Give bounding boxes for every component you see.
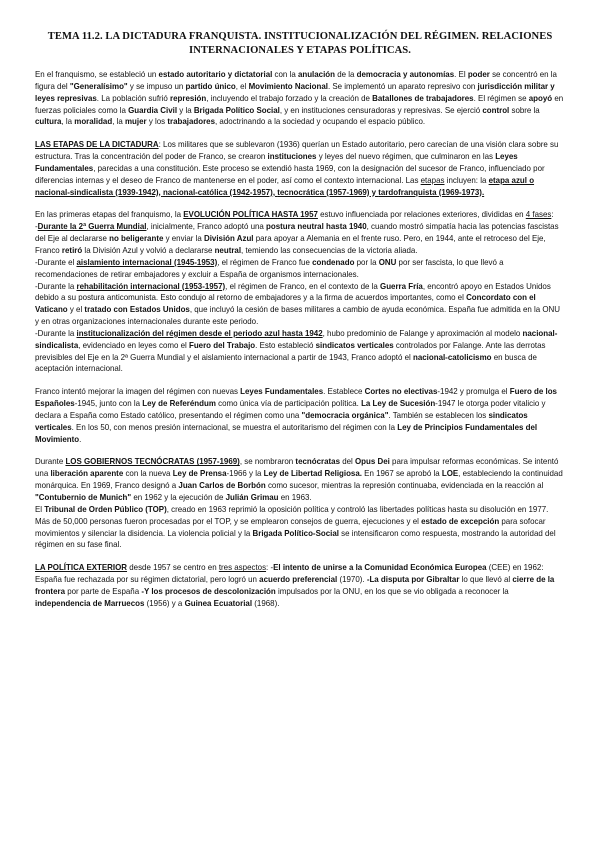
underlined-text: LA POLÍTICA EXTERIOR [35,563,128,573]
text-run: , incluyendo el trabajo forzado y la creación de [206,93,373,103]
text-run: y el [67,305,85,315]
text-run: : Los militares que se sublevaron (1936) querían un Estado autoritario, pero carecían de una visión clara sobre su estructura. Tras la concentración del poder de Franco, se crearon [35,140,559,162]
bold-text: Ley de Principios Fundamentales del Movimiento [35,422,538,444]
text-run: y leyes del nuevo régimen, que culminaron en las [316,152,496,162]
bold-text: anulación [297,70,335,79]
bold-text: estado de excepción [421,516,500,526]
bold-text: Guardia Civil [128,105,178,115]
bold-text: sindicatos verticales [35,410,528,432]
text-run: se concentró en la figura del [35,70,557,91]
page-title: TEMA 11.2. LA DICTADURA FRANQUISTA. INSTITUCIONALIZACIÓN DEL RÉGIMEN. RELACIONES INTERNACIONALES Y ETAPAS POLÍTICAS. [47,31,553,56]
text-run: , creado en 1963 reprimió la oposición política y controló las libertades políticas hasta su disolución en 1977. Más de 50,000 personas fueron procesadas por el TOP, y se emplearon consejos de guerra, ejecuciones y el [35,504,549,526]
text-run: -1942 y promulga el [437,387,510,397]
bold-text: Julián Grimau [225,493,279,502]
bold-text: Fuero del Trabajo [188,340,256,350]
text-run: (CEE) en 1962: España fue rechazada por su régimen dictatorial, pero logró un [35,563,544,585]
text-run: para sofocar movimientos y silenciar la disidencia. La violencia policial y la [35,516,546,538]
text-run: , encontró apoyo en Estados Unidos debido a su postura anticomunista. Esto condujo al retorno de embajadores y a la firma de acuerdos importantes, como el [35,281,551,303]
text-run: . Se implementó un aparato represivo con [327,81,478,91]
bold-text: democracia y autonomías [356,70,455,79]
document-page [35,30,565,621]
text-run: la División Azul y volvió a declararse [82,245,215,255]
bold-text: nacional-catolicismo [412,352,492,362]
text-run: , temiendo las consecuencias de la victoria aliada. [241,245,418,255]
section-intro [35,69,565,128]
bold-text: Leyes Fundamentales [35,152,518,173]
bold-text: "democracia orgánica" [301,410,389,420]
paragraph [35,139,565,198]
bold-text: Tribunal de Orden Público (TOP) [44,504,167,514]
underlined-text: aislamiento internacional (1945-1953) [76,257,218,267]
paragraph [35,504,565,551]
text-run: como única vía de participación política. [215,399,362,409]
text-run: - [35,222,38,232]
text-run: para impulsar reformas económicas. Se intentó una [35,457,559,479]
bold-text: sindicatos verticales [315,340,394,350]
text-run: del [339,457,355,467]
underlined-text: institucionalización del régimen desde el periodo azul hasta 1942 [76,328,323,338]
underlined-text: Durante la 2ª Guerra Mundial [37,222,147,232]
bold-text: trabajadores [167,117,216,127]
text-run: estuvo influenciada por relaciones exteriores, divididas en [317,210,526,220]
paragraph [35,386,565,445]
paragraph [35,456,565,503]
bold-text: Fuero de los Españoles [35,387,557,409]
section-evolucion [35,209,565,375]
underlined-text: etapas [420,175,445,185]
text-run: en 1963. [278,493,312,502]
bold-text: La Ley de Sucesión [361,399,436,409]
text-run: controlados por Falange. Ante las derrotas previsibles del Eje en la 2ª Guerra Mundial y el aislamiento internacional a partir de 1943, Franco adoptó el [35,340,546,362]
text-run: de la [335,70,357,79]
bold-text: postura neutral hasta 1940 [266,222,367,232]
text-run: , adoctrinando a la sociedad y ocupando el espacio público. [215,117,426,127]
text-run: desde 1957 se centro en [127,563,219,573]
bold-text: jurisdicción militar y leyes represivas [35,81,555,103]
text-run: , inicialmente, Franco adoptó una [146,222,267,232]
bold-text: cultura [35,117,62,127]
bold-text: condenado [312,257,355,267]
bold-text: apoyó [528,93,553,103]
underlined-text: y [369,187,379,197]
bold-text: neutral [214,245,242,255]
text-run: , cuando mostró simpatía hacia las potencias fascistas del Eje al declararse [35,222,559,244]
text-run: en busca de aceptación internacional. [35,352,537,374]
paragraph [35,221,565,257]
text-run: y la [177,105,194,115]
text-run: . Establece [323,387,365,397]
text-run: y enviar la [163,234,204,244]
bold-text: "Contubernio de Munich" [35,493,132,502]
bold-text: Guinea Ecuatorial [184,598,253,608]
bold-text: Concordato con el Vaticano [35,293,536,315]
text-run: , hubo predominio de Falange y aproximación al modelo [322,328,523,338]
bold-text: partido único [185,81,236,91]
text-run: . En los 50, con menos presión internacional, se muestra el autoritarismo del régimen con la [71,422,398,432]
bold-text: liberación aparente [50,469,124,479]
text-run: , que incluyó la cesión de bases militares a cambio de ayuda económica. España fue admitida en la ONU y en otras organizaciones internacionales durante este periodo. [35,305,561,327]
text-run: (1968). [252,598,280,608]
paragraph [35,281,565,328]
text-run: Durante [35,457,66,467]
bold-text: acuerdo preferencial [259,575,338,585]
text-run: : [551,210,554,220]
underlined-text: tardofranquista (1969-1973) [378,187,482,197]
text-run: En las primeras etapas del franquismo, la [35,210,184,220]
text-run: , se nombraron [239,457,296,467]
text-run: , la [112,117,125,127]
bold-text: "Generalísimo" [69,81,128,91]
text-run: -1947 le otorga poder vitalicio y declara a España como Estado católico, presentando el régimen como una [35,399,546,420]
section-tecnocratas [35,456,565,551]
text-run: -1966 y la [226,469,264,479]
bold-text: poder [467,70,490,79]
bold-text: División Azul [203,234,254,244]
text-run: incluyen: la [444,175,489,185]
text-run: -Durante la [35,281,77,291]
bold-text: moralidad [74,117,113,127]
text-run: por la [354,257,379,267]
bold-text: represión [170,93,207,103]
text-run: -Durante el [35,257,77,267]
bold-text: no beligerante [109,234,164,244]
bold-text: Batallones de trabajadores [372,93,474,103]
text-run: , y en instituciones censuradoras y represivas. Se ejerció [279,105,483,115]
bold-text: tratado con Estados Unidos [84,305,190,315]
text-run: , el régimen de Franco fue [217,257,313,267]
text-run: impulsados por la ONU, en los que se vio obligada a reconocer la [275,586,509,596]
bold-text: nacional-sindicalista [35,328,558,350]
bold-text: Brigada Político-Social [252,528,339,538]
underlined-text: , [272,187,278,197]
bold-text: cierre de la frontera [35,575,555,596]
text-run: El [35,504,45,514]
text-run: . También se establecen los [388,410,489,420]
text-run: , el [235,81,249,91]
underlined-text: EVOLUCIÓN POLÍTICA HASTA 1957 [183,210,318,220]
text-run: y se impuso un [127,81,186,91]
paragraph [35,209,565,221]
underlined-text: , [158,187,163,197]
underlined-text: nacional-católica (1942-1957) [162,187,273,197]
section-exterior [35,562,565,609]
underlined-text: rehabilitación internacional (1953-1957) [76,281,226,291]
underlined-text: tecnocrática (1957-1969) [277,187,370,197]
text-run: Franco intentó mejorar la imagen del régimen con nuevas [35,387,241,397]
bold-text: independencia de Marruecos [35,598,145,608]
bold-text: El intento de unirse a la Comunidad Económica Europea [273,563,487,573]
bold-text: Juan Carlos de Borbón [178,481,266,491]
bold-text: Opus Dei [355,457,390,467]
text-run: para apoyar a Alemania en el frente ruso. Pero, en 1944, ante el retroceso del Eje, Franco [35,234,546,255]
document-body [35,69,565,610]
text-run: se intensificaron como respuesta, mostrando la autoridad del régimen en su fase final. [35,528,556,550]
bold-text: LOE [441,469,459,479]
text-run: : - [266,563,274,573]
text-run: , estableciendo la continuidad monárquica. En 1969, Franco designó a [35,469,563,491]
bold-text: Cortes no electivas [364,387,438,397]
bold-text: Ley de Prensa [172,469,227,479]
bold-text: retiró [61,245,83,255]
text-run: -1945, junto con la [74,399,143,409]
text-run: En 1967 se aprobó la [361,469,442,479]
bold-text: -La disputa por Gibraltar [366,575,460,585]
underlined-text: LAS ETAPAS DE LA DICTADURA [35,140,159,150]
section-etapas [35,139,565,198]
underlined-text: tres aspectos [218,563,267,573]
underlined-text: . [481,187,485,197]
text-run: -Durante la [35,328,77,338]
text-run: en fuerzas policiales como la [35,93,564,115]
text-run: en 1962 y la ejecución de [131,493,226,502]
text-run: con la nueva [123,469,173,479]
text-run: como sucesor, mientras la represión continuaba, evidenciada en la reacción al [265,481,544,491]
paragraph [35,69,565,128]
bold-text: instituciones [267,152,317,162]
text-run: En el franquismo, se estableció un [35,70,159,79]
paragraph [35,257,565,281]
text-run: . El régimen se [473,93,529,103]
bold-text: control [482,105,510,115]
text-run: . La población sufrió [96,93,171,103]
underlined-text: LOS GOBIERNOS TECNÓCRATAS (1957-1969) [65,457,240,467]
paragraph [35,328,565,375]
bold-text: -Y los procesos de descolonización [141,586,276,596]
paragraph [35,562,565,609]
bold-text: tecnócratas [295,457,340,467]
bold-text: Ley de Libertad Religiosa. [263,469,362,479]
bold-text: ONU [378,257,397,267]
underlined-text: 4 fases [525,210,552,220]
text-run: (1956) y a [144,598,185,608]
text-run: , el régimen de Franco, en el contexto de la [225,281,381,291]
text-run: , evidenciado en leyes como el [78,340,189,350]
bold-text: Ley de Referéndum [142,399,216,409]
section-leyes [35,386,565,445]
bold-text: Guerra Fría [380,281,423,291]
text-run: (1970). [337,575,367,585]
text-run: , parecidas a una constitución. Este proceso se extendió hasta 1969, con la designación del sucesor de Franco, influenciado por diferencias internas y el deseo de Franco de mantenerse en el poder, así como el contexto internacional. Las [35,163,545,185]
bold-text: Brigada Político Social [193,105,280,115]
underlined-text: etapa azul o nacional-sindicalista (1939-1942) [35,175,535,197]
text-run: lo que llevó al [459,575,513,585]
text-run: . Esto estableció [255,340,316,350]
text-run: . [79,434,82,444]
text-run: con la [272,70,298,79]
text-run: y los [146,117,168,127]
text-run: por ser fascista, lo que llevó a recomendaciones de retirar embajadores y excluir a España de organismos internacionales. [35,257,504,279]
bold-text: estado autoritario y dictatorial [158,70,273,79]
text-run: sobre la [509,105,540,115]
bold-text: Movimiento Nacional [248,81,328,91]
bold-text: Leyes Fundamentales [240,387,324,397]
text-run: por parte de España [65,586,142,596]
bold-text: mujer [125,117,147,127]
text-run: , la [61,117,75,127]
text-run: . El [454,70,468,79]
